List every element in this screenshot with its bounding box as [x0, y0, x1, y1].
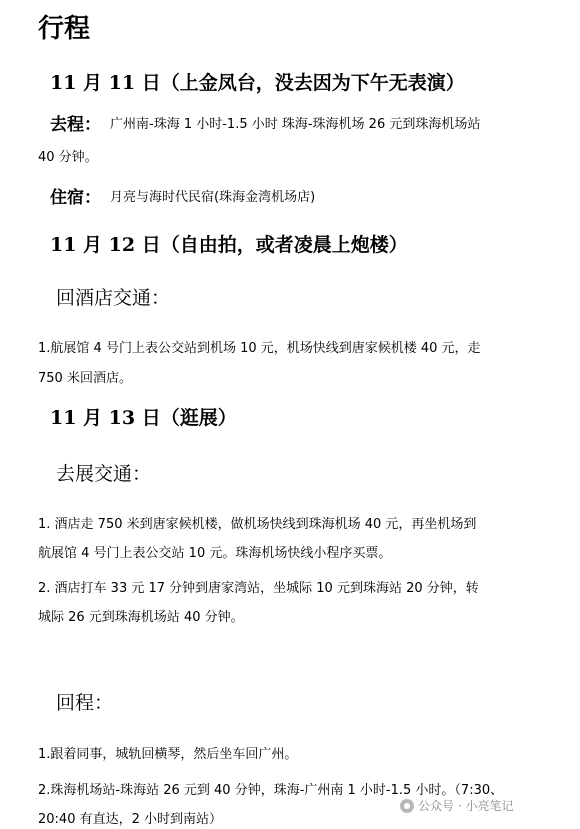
- day1-heading: 11 月 11 日（上金凤台，没去因为下午无表演）: [50, 72, 465, 94]
- day2-subheading: 回酒店交通：: [56, 287, 171, 309]
- day3-item1-line2: 航展馆 4 号门上表公交站 10 元。珠海机场快线小程序买票。: [38, 546, 392, 561]
- stay-label: 住宿：: [50, 188, 101, 208]
- day3-item1-line1: 1. 酒店走 750 米到唐家候机楼，做机场快线到珠海机场 40 元，再坐机场到: [38, 517, 477, 532]
- stay-text: 月亮与海时代民宿(珠海金湾机场店): [110, 190, 316, 205]
- watermark: [400, 797, 513, 814]
- return-heading: 回程：: [56, 692, 114, 714]
- watermark-text: 公众号 · 小亮笔记: [418, 799, 514, 813]
- day2-item1-line1: 1.航展馆 4 号门上表公交站到机场 10 元，机场快线到唐家候机楼 40 元，走: [38, 341, 481, 356]
- wechat-icon: [400, 799, 414, 813]
- day3-item2-line1: 2. 酒店打车 33 元 17 分钟到唐家湾站，坐城际 10 元到珠海站 20 分钟，转: [38, 581, 479, 596]
- return-item2-line1: 2.珠海机场站-珠海站 26 元到 40 分钟，珠海-广州南 1 小时-1.5 小时。（7:30、: [38, 783, 504, 798]
- day3-subheading: 去展交通：: [56, 463, 152, 485]
- page-title: 行程: [38, 14, 91, 44]
- go-label: 去程：: [50, 115, 101, 135]
- go-text-line2: 40 分钟。: [38, 150, 98, 165]
- return-item1: 1.跟着同事，城轨回横琴，然后坐车回广州。: [38, 747, 298, 762]
- go-text-line1: 广州南-珠海 1 小时-1.5 小时 珠海-珠海机场 26 元到珠海机场站: [110, 117, 481, 132]
- return-item2-line2: 20:40 有直达，2 小时到南站）: [38, 812, 222, 827]
- day3-heading: 11 月 13 日（逛展）: [50, 407, 237, 429]
- day2-heading: 11 月 12 日（自由拍，或者凌晨上炮楼）: [50, 234, 408, 256]
- day2-item1-line2: 750 米回酒店。: [38, 371, 132, 386]
- day3-item2-line2: 城际 26 元到珠海机场站 40 分钟。: [38, 610, 244, 625]
